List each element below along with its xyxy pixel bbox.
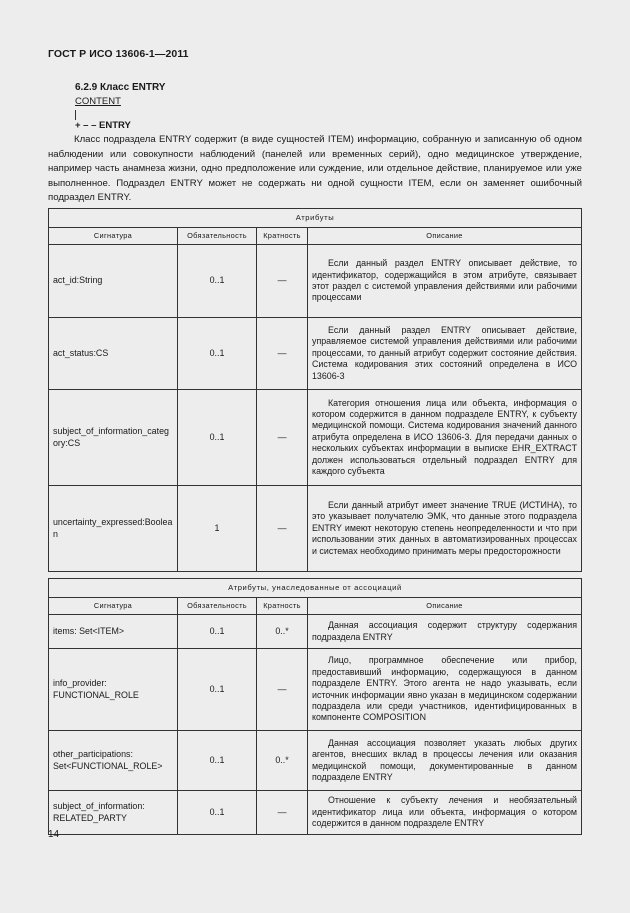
cell-description: Лицо, программное обеспечение или прибор, предоставивший информацию, содержащуюся в данном подразделе ENTRY. Этого агента не надо указывать, если источник информации явно указан в медицинском содержании подраздела или среди участников, идентифицированных в компоненте COMPOSITION [308,649,582,731]
cell-signature: act_id:String [49,245,178,318]
cell-multiplicity: — [257,245,308,318]
cell-obligation: 0..1 [178,390,257,486]
cell-obligation: 0..1 [178,731,257,791]
cell-signature: items: Set<ITEM> [49,615,178,649]
cell-signature: uncertainty_expressed:Boolean [49,486,178,572]
table-title: Атрибуты [49,209,582,228]
diagram-child-class: + – – ENTRY [75,120,131,131]
column-header-multiplicity: Кратность [257,228,308,245]
section-title: 6.2.9 Класс ENTRY [75,82,166,93]
table-row [49,731,582,791]
column-header-obligation: Обязательность [178,598,257,615]
cell-multiplicity: — [257,486,308,572]
cell-signature: info_provider: FUNCTIONAL_ROLE [49,649,178,731]
diagram-parent-class: CONTENT [75,96,121,107]
column-header-description: Описание [308,598,582,615]
attributes-table [48,208,582,572]
cell-description: Данная ассоциация позволяет указать любых других агентов, внесших вклад в процессы лечения или оказания медицинской помощи, документированные в данном подразделе ENTRY [308,731,582,791]
page-number: 14 [48,829,60,840]
diagram-connector [75,110,76,120]
cell-description: Отношение к субъекту лечения и необязательный идентификатор лица или объекта, информация о котором содержится в данном подразделе ENTRY [308,791,582,835]
table-row [49,390,582,486]
cell-multiplicity: — [257,390,308,486]
cell-description: Если данный раздел ENTRY описывает действие, управляемое системой управления действиями или рабочими процессами, то данный атрибут содержит состояние действия. Система кодирования этих состояний определена в ИСО 13606-3 [308,318,582,390]
column-header-description: Описание [308,228,582,245]
cell-description: Если данный атрибут имеет значение TRUE (ИСТИНА), то это указывает получателю ЭМК, что данные этого подраздела ENTRY имеют некоторую степень неопределенности и что при использовании этих данных в автоматизированных процессах и системах необходимо принимать меры предосторожности [308,486,582,572]
intro-paragraph: Класс подраздела ENTRY содержит (в виде сущностей ITEM) информацию, собранную и записанную об одном наблюдении или совокупности наблюдений (панелей или временных серий), одно медицинское утверждение, например часть анамнеза жизни, одно предположение или суждение, или отдельное действие, планируемое или уже выполненное. Подраздел ENTRY может не содержать ни одной сущности ITEM, если он заменяет ошибочный подраздел ENTRY. [48,134,582,204]
cell-obligation: 0..1 [178,318,257,390]
cell-multiplicity: — [257,649,308,731]
table-row [49,791,582,835]
running-header: ГОСТ Р ИСО 13606-1—2011 [48,48,189,60]
cell-signature: subject_of_information: RELATED_PARTY [49,791,178,835]
column-header-signature: Сигнатура [49,228,178,245]
cell-multiplicity: — [257,791,308,835]
cell-obligation: 0..1 [178,649,257,731]
cell-obligation: 1 [178,486,257,572]
table-row [49,245,582,318]
table-title: Атрибуты, унаследованные от ассоциаций [49,579,582,598]
cell-multiplicity: — [257,318,308,390]
table-row [49,649,582,731]
column-header-signature: Сигнатура [49,598,178,615]
column-header-obligation: Обязательность [178,228,257,245]
cell-multiplicity: 0..* [257,615,308,649]
table-row [49,615,582,649]
associations-table [48,578,582,835]
cell-obligation: 0..1 [178,791,257,835]
cell-multiplicity: 0..* [257,731,308,791]
cell-signature: other_participations: Set<FUNCTIONAL_ROLE> [49,731,178,791]
cell-description: Категория отношения лица или объекта, информация о котором содержится в данном подразделе ENTRY, к субъекту медицинской помощи. Система кодирования значений данного атрибута определена в ИСО 13606-3. Для передачи данных о нескольких субъектах информации в выписке EHR_EXTRACT должен использоваться отдельный подраздел ENTRY для каждого субъекта [308,390,582,486]
column-header-multiplicity: Кратность [257,598,308,615]
cell-obligation: 0..1 [178,615,257,649]
cell-signature: act_status:CS [49,318,178,390]
cell-obligation: 0..1 [178,245,257,318]
cell-signature: subject_of_information_category:CS [49,390,178,486]
table-row [49,486,582,572]
cell-description: Данная ассоциация содержит структуру содержания подраздела ENTRY [308,615,582,649]
table-row [49,318,582,390]
cell-description: Если данный раздел ENTRY описывает действие, то идентификатор, содержащийся в этом атрибуте, связывает этот раздел с системой управления действиями или рабочими процессами [308,245,582,318]
